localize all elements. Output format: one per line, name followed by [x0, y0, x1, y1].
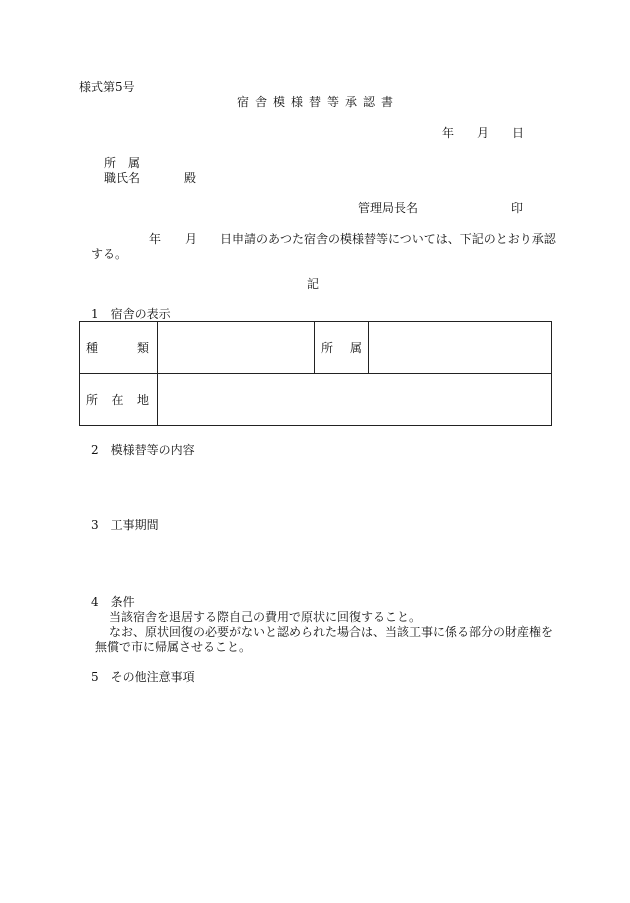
section1-heading: 1 宿舎の表示 [91, 307, 171, 321]
type-label-cell [80, 322, 158, 374]
document-title: 宿舎模様替等承認書 [237, 95, 400, 109]
condition-line3: 無償で市に帰属させること。 [95, 640, 252, 654]
location-value-cell[interactable] [158, 374, 552, 426]
body-year: 年 [149, 232, 162, 246]
section3-heading: 3 工事期間 [91, 518, 159, 532]
housing-info-table [79, 321, 552, 426]
type-value-cell[interactable] [158, 322, 315, 374]
dept-label-char1: 所 [321, 341, 334, 355]
body-month: 月 [185, 232, 198, 246]
location-label-char1: 所 [86, 393, 99, 407]
recipient-name-label: 職氏名 [104, 171, 141, 185]
date-day: 日 [512, 126, 525, 140]
condition-line1: 当該宿舎を退居する際自己の費用で原状に回復すること。 [109, 610, 422, 624]
dept-label-cell [315, 322, 369, 374]
dept-value-cell[interactable] [369, 322, 552, 374]
location-label-char3: 地 [136, 393, 149, 407]
recipient-honorific: 殿 [184, 171, 197, 185]
ki-label: 記 [307, 277, 320, 291]
issuer-label: 管理局長名 [358, 201, 419, 215]
type-label-char2: 類 [136, 341, 149, 355]
section2-heading: 2 模様替等の内容 [91, 443, 195, 457]
body-text-line2: する。 [91, 247, 128, 261]
dept-label-char2: 属 [349, 341, 362, 355]
issuer-seal: 印 [511, 201, 524, 215]
body-text-line1: 日申請のあつた宿舎の模様替等については、下記のとおり承認 [220, 232, 556, 246]
form-number: 様式第5号 [79, 80, 135, 94]
section4-heading: 4 条件 [91, 595, 135, 609]
condition-line2: なお、原状回復の必要がないと認められた場合は、当該工事に係る部分の財産権を [109, 625, 554, 639]
location-label-cell [80, 374, 158, 426]
type-label-char1: 種 [86, 341, 99, 355]
recipient-dept: 所 属 [104, 156, 141, 170]
section5-heading: 5 その他注意事項 [91, 670, 195, 684]
location-label-char2: 在 [111, 393, 124, 407]
date-year: 年 [442, 126, 455, 140]
date-month: 月 [477, 126, 490, 140]
